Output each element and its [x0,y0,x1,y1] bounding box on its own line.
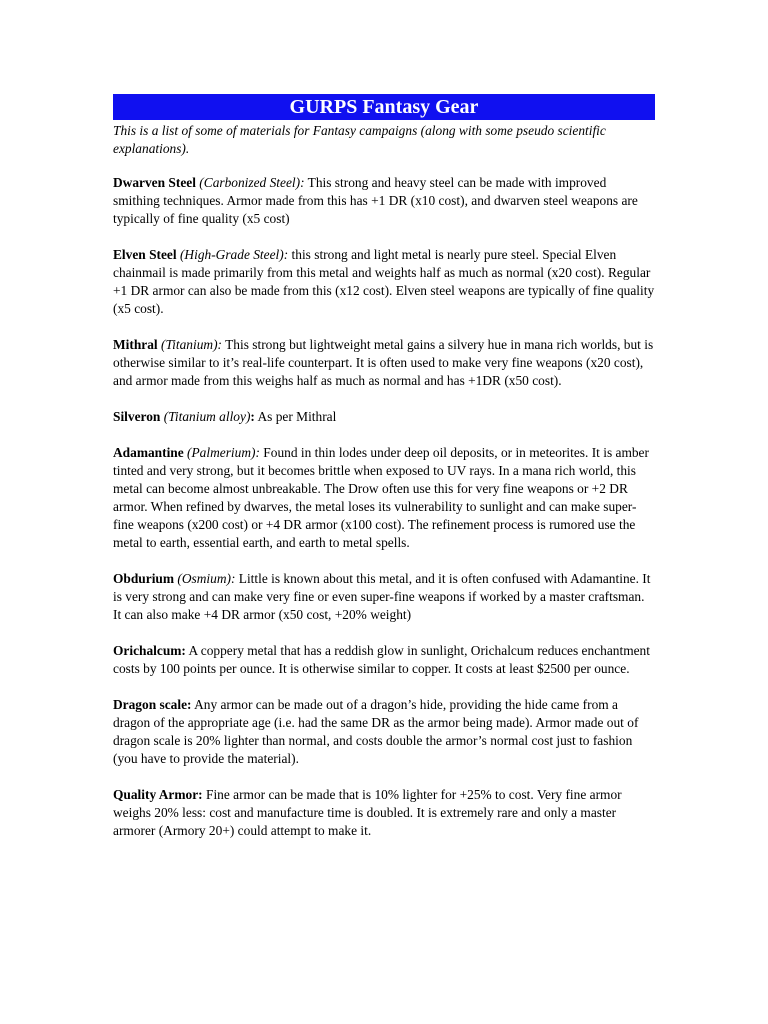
entry-text: this strong and light metal is nearly pure steel. Special Elven chainmail is made primarily from this metal and weights half as much as normal (x20 cost). Regular +1 DR armor can also be made from this (x12 cost). Elven steel weapons are typically of fine quality (x5 cost). [113,247,655,316]
page-title: GURPS Fantasy Gear [289,96,479,118]
entry-alt: (Palmerium): [187,445,260,460]
entry-orichalcum [113,642,655,678]
entry-name: Quality Armor: [113,787,203,802]
document-page [113,94,655,858]
entry-name: Elven Steel [113,247,177,262]
entry-alt: (High-Grade Steel): [179,247,289,262]
entry-text: Any armor can be made out of a dragon’s hide, providing the hide came from a dragon of the appropriate age (i.e. had the same DR as the armor being made). Armor made out of dragon scale is 20% lighter than normal, and costs double the armor’s normal cost just to fashion (you have to provide the material). [113,697,639,766]
entry-text: Fine armor can be made that is 10% lighter for +25% to cost. Very fine armor weighs 20% less: cost and manufacture time is doubled. It is extremely rare and only a master armorer (Armory 20+) could attempt to make it. [113,787,622,838]
entry-alt: (Carbonized Steel): [199,175,305,190]
entry-alt: (Titanium): [160,337,222,352]
entry-text: A coppery metal that has a reddish glow in sunlight, Orichalcum reduces enchantment costs by 100 points per ounce. It is otherwise similar to copper. It costs at least $2500 per ounce. [113,643,650,676]
entry-alt: (Titanium alloy) [163,409,251,424]
entry-name: Dragon scale: [113,697,192,712]
title-bar [113,94,655,120]
entry-name: Dwarven Steel [113,175,196,190]
entry-text: Little is known about this metal, and it is often confused with Adamantine. It is very strong and can make very fine or even super-fine weapons if worked by a master craftsman. It can also make +4 DR armor (x50 cost, +20% weight) [113,571,651,622]
entry-text: As per Mithral [257,409,337,424]
entry-dwarven-steel [113,174,655,228]
entry-alt: (Osmium): [177,571,236,586]
entry-quality-armor [113,786,655,840]
entry-dragon-scale [113,696,655,768]
entry-name: Silveron [113,409,161,424]
entry-silveron [113,408,655,426]
entry-text: This strong but lightweight metal gains a silvery hue in mana rich worlds, but is otherwise similar to it’s real-life counterpart. It is often used to make very fine weapons (x20 cost), and armor made from this weighs half as much as normal and has +1DR (x50 cost). [113,337,654,388]
entry-colon: : [250,409,255,424]
entry-name: Adamantine [113,445,184,460]
entry-name: Mithral [113,337,158,352]
intro-paragraph: This is a list of some of materials for Fantasy campaigns (along with some pseudo scientific explanations). [113,123,606,156]
entry-elven-steel [113,246,655,318]
entry-adamantine [113,444,655,552]
entry-name: Orichalcum: [113,643,186,658]
entry-obdurium [113,570,655,624]
entry-mithral [113,336,655,390]
entry-text: This strong and heavy steel can be made with improved smithing techniques. Armor made from this has +1 DR (x10 cost), and dwarven steel weapons are typically of fine quality (x5 cost) [113,175,638,226]
entry-text: Found in thin lodes under deep oil deposits, or in meteorites. It is amber tinted and very strong, but it becomes brittle when exposed to UV rays. In a mana rich world, this metal can become almost unbreakable. The Drow often use this for very fine weapons or +2 DR armor. When refined by dwarves, the metal loses its vulnerability to sunlight and can make super-fine weapons (x200 cost) or +4 DR armor (x100 cost). The refinement process is rumored use the metal to earth, essential earth, and earth to metal spells. [113,445,649,550]
entry-name: Obdurium [113,571,175,586]
